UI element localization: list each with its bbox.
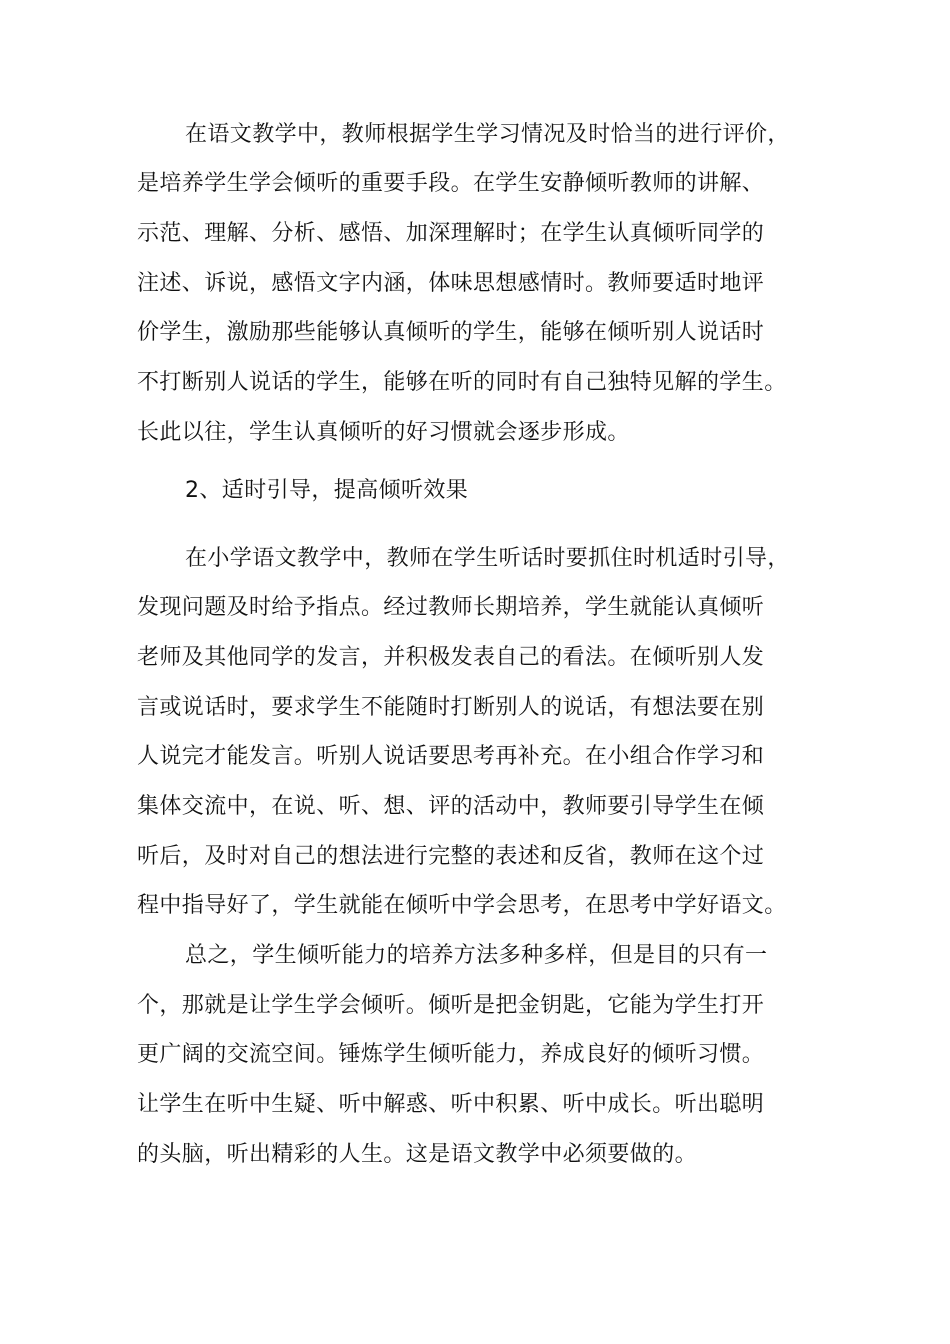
paragraph-line: 程中指导好了，学生就能在倾听中学会思考，在思考中学好语文。 (137, 893, 787, 918)
paragraph-line: 人说完才能发言。听别人说话要思考再补充。在小组合作学习和 (137, 744, 765, 769)
paragraph-line: 老师及其他同学的发言，并积极发表自己的看法。在倾听别人发 (137, 645, 765, 670)
paragraph-line: 示范、理解、分析、感悟、加深理解时；在学生认真倾听同学的 (137, 221, 765, 246)
paragraph-line: 听后，及时对自己的想法进行完整的表述和反省，教师在这个过 (137, 844, 765, 869)
paragraph-line: 集体交流中，在说、听、想、评的活动中，教师要引导学生在倾 (137, 794, 765, 819)
paragraph-line: 在小学语文教学中，教师在学生听话时要抓住时机适时引导， (185, 546, 790, 571)
paragraph-line: 更广阔的交流空间。锤炼学生倾听能力，养成良好的倾听习惯。 (137, 1042, 765, 1067)
paragraph-line: 言或说话时，要求学生不能随时打断别人的说话，有想法要在别 (137, 695, 765, 720)
paragraph-line: 总之，学生倾听能力的培养方法多种多样，但是目的只有一 (185, 943, 768, 968)
paragraph-line: 让学生在听中生疑、听中解惑、听中积累、听中成长。听出聪明 (137, 1092, 765, 1117)
paragraph-line: 的头脑，听出精彩的人生。这是语文教学中必须要做的。 (137, 1142, 698, 1167)
paragraph-line: 发现问题及时给予指点。经过教师长期培养，学生就能认真倾听 (137, 595, 765, 620)
paragraph-line: 价学生，激励那些能够认真倾听的学生，能够在倾听别人说话时 (137, 320, 765, 345)
paragraph-line: 是培养学生学会倾听的重要手段。在学生安静倾听教师的讲解、 (137, 171, 765, 196)
section-heading-text: 2、适时引导，提高倾听效果 (185, 478, 469, 503)
paragraph-line: 注述、诉说，感悟文字内涵，体味思想感情时。教师要适时地评 (137, 271, 765, 296)
paragraph-line: 在语文教学中，教师根据学生学习情况及时恰当的进行评价， (185, 122, 790, 147)
paragraph-line: 个，那就是让学生学会倾听。倾听是把金钥匙，它能为学生打开 (137, 993, 765, 1018)
paragraph-line: 不打断别人说话的学生，能够在听的同时有自己独特见解的学生。 (137, 370, 787, 395)
paragraph-line: 长此以往，学生认真倾听的好习惯就会逐步形成。 (137, 420, 630, 445)
